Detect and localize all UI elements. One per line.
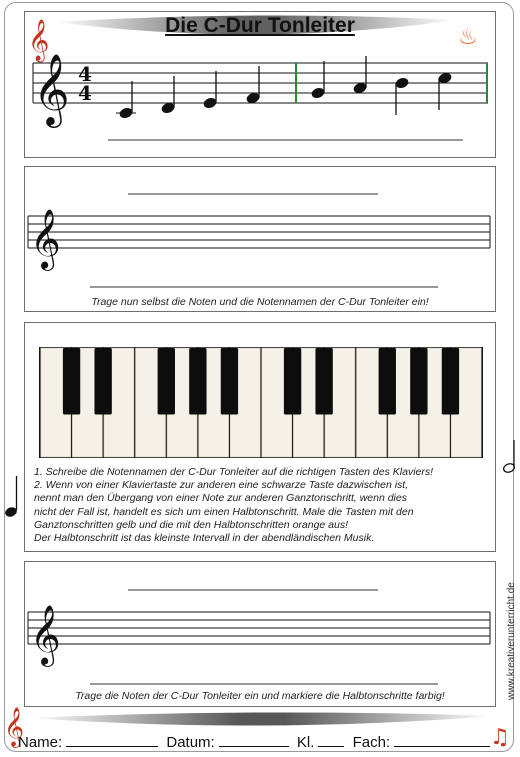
red-clef-icon: 𝄞 xyxy=(28,20,50,61)
task-line: Der Halbtonschritt ist das kleinste Intervall in der abendländischen Musik. xyxy=(34,532,375,545)
note-d xyxy=(160,76,175,115)
date-field[interactable] xyxy=(219,734,289,747)
website-credit: www.kreativerunterricht.de xyxy=(506,582,517,700)
black-key[interactable] xyxy=(284,348,301,414)
note-g xyxy=(310,61,325,100)
name-label: Name: xyxy=(18,734,63,751)
task-line: nennt man den Übergang von einer Note zur anderen Ganztonschritt, wenn dies xyxy=(34,492,407,505)
flame-icon: ♨ xyxy=(458,25,478,50)
note-c xyxy=(437,71,452,110)
red-clef-icon-bottom: 𝄞 xyxy=(4,707,25,747)
treble-clef-icon: 𝄞 xyxy=(30,605,61,665)
subject-label: Fach: xyxy=(352,734,391,751)
footer-swoosh xyxy=(28,712,495,725)
task-line: Ganztonschritten gelb und die mit den Halbtonschritten orange aus! xyxy=(34,518,349,531)
treble-clef-icon: 𝄞 xyxy=(30,209,61,269)
note-f xyxy=(245,66,260,105)
class-field[interactable] xyxy=(318,734,344,747)
red-notes-icon: ♫ xyxy=(490,725,510,750)
empty-staff-2 xyxy=(28,612,490,644)
note-a xyxy=(352,56,367,95)
date-label: Datum: xyxy=(166,734,215,751)
black-key[interactable] xyxy=(410,348,427,414)
piano-keyboard xyxy=(39,347,483,458)
name-field[interactable] xyxy=(66,734,158,747)
time-signature-bottom: 4 xyxy=(78,81,92,105)
black-key[interactable] xyxy=(63,348,80,414)
task-list xyxy=(34,466,494,545)
task-line: nicht der Fall ist, handelt es sich um einen Halbtonschritt. Male die Tasten mit den xyxy=(34,505,414,518)
empty-staff-1 xyxy=(28,216,490,248)
black-key[interactable] xyxy=(379,348,396,414)
page-title: Die C-Dur Tonleiter xyxy=(165,14,355,37)
black-key[interactable] xyxy=(315,348,332,414)
black-key[interactable] xyxy=(221,348,238,414)
subject-field[interactable] xyxy=(394,734,490,747)
black-key[interactable] xyxy=(94,348,111,414)
quarter-note-icon xyxy=(4,476,18,518)
black-key[interactable] xyxy=(442,348,459,414)
scale-notes xyxy=(116,56,453,120)
scale-staff xyxy=(33,63,488,103)
task-line: 2. Wenn von einer Klaviertaste zur anderen eine schwarze Taste dazwischen ist, xyxy=(34,479,409,492)
treble-clef-icon: 𝄞 xyxy=(33,52,70,125)
half-note-icon xyxy=(502,440,515,474)
time-signature-top: 4 xyxy=(78,62,92,86)
task-line: 1. Schreibe die Notennamen der C-Dur Tonleiter auf die richtigen Tasten des Klaviers! xyxy=(34,466,434,478)
note-h xyxy=(394,76,409,115)
instruction-2: Trage die Noten der C-Dur Tonleiter ein und markiere die Halbtonschritte farbig! xyxy=(75,690,445,702)
note-e xyxy=(202,71,217,110)
black-key[interactable] xyxy=(189,348,206,414)
instruction-1: Trage nun selbst die Noten und die Notennamen der C-Dur Tonleiter ein! xyxy=(91,296,429,308)
note-c xyxy=(116,81,136,120)
black-key[interactable] xyxy=(158,348,175,414)
footer-form xyxy=(18,734,494,751)
class-label: Kl. xyxy=(296,734,315,751)
